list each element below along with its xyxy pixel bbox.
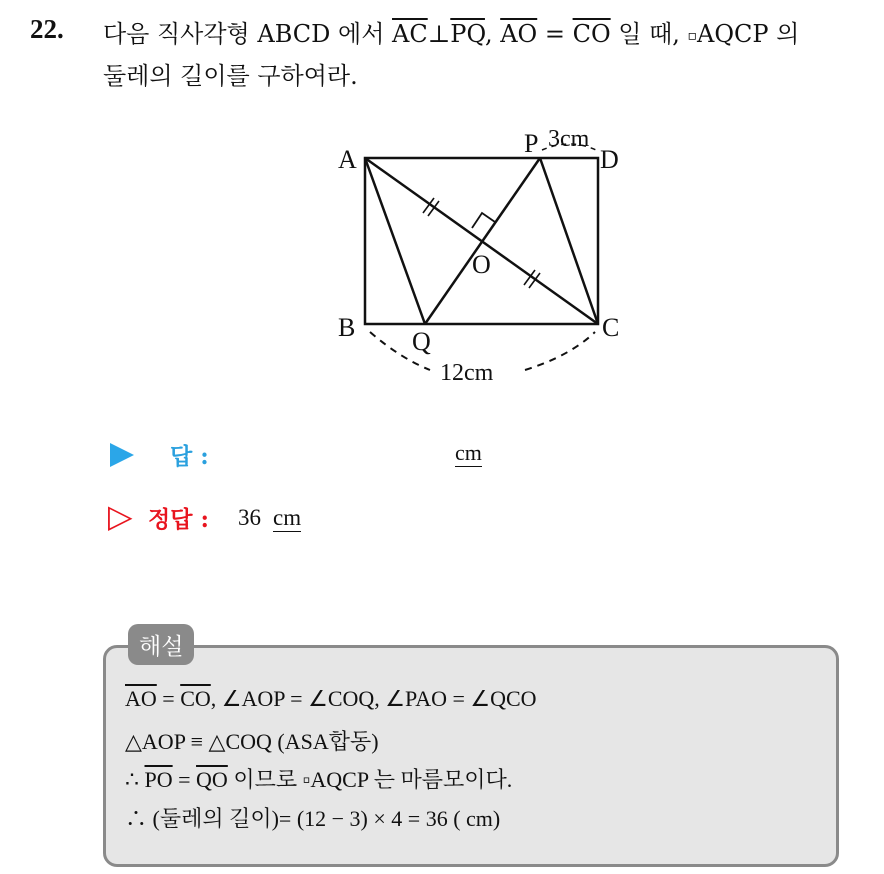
segment-co: $\overline{CO}$: [572, 20, 611, 48]
label-d: D: [600, 145, 619, 174]
answer-unit: cm: [455, 440, 482, 465]
question-number: 22.: [30, 14, 64, 44]
segment-pc: [540, 158, 598, 324]
question-text: [103, 14, 873, 96]
therefore-symbol: ∴: [125, 767, 145, 792]
solution-tag: 해설: [128, 624, 194, 665]
label-12cm: 12cm: [440, 360, 494, 386]
square-symbol: ▫: [687, 28, 698, 44]
label-o: O: [472, 250, 491, 279]
segment-ao: $\overline{AO}$: [125, 686, 157, 711]
label-3cm: 3cm: [548, 126, 590, 152]
solution-text: 이므로 ▫AQCP 는 마름모이다.: [227, 767, 513, 792]
correct-answer-label: 정답 :: [148, 506, 209, 533]
segment-ac: $\overline{AC}$: [392, 20, 428, 48]
answer-label: 답 :: [170, 443, 209, 470]
question-text-part: ,: [484, 20, 501, 48]
segment-co: $\overline{CO}$: [180, 686, 211, 711]
rectangle-figure: [330, 118, 640, 393]
correct-answer-unit: cm: [273, 505, 302, 530]
label-b: B: [338, 313, 356, 342]
correct-arrow-icon: ▷: [108, 497, 133, 535]
question-text-part: AQCP 의: [697, 20, 800, 48]
solution-text: , ∠AOP = ∠COQ, ∠PAO = ∠QCO: [210, 686, 537, 711]
solution-line-4: ∴ (둘레의 길이)= (12 − 3) × 4 = 36 ( cm): [125, 806, 501, 831]
segment-qo: $\overline{QO}$: [196, 767, 228, 792]
segment-po: $\overline{PO}$: [144, 767, 173, 792]
perpendicular-symbol: ⊥: [427, 20, 451, 48]
solution-line-2: △AOP ≡ △COQ (ASA합동): [125, 729, 379, 754]
segment-ao: $\overline{AO}$: [500, 20, 538, 48]
dimension-arc-12cm-right: [525, 332, 595, 370]
equals-sign: =: [172, 767, 197, 792]
solution-box: [103, 645, 839, 867]
question-text-line2: 둘레의 길이를 구하여라.: [103, 62, 358, 90]
equals-sign: =: [156, 686, 181, 711]
equals-sign: =: [537, 20, 573, 48]
segment-pq: $\overline{PQ}$: [450, 20, 485, 48]
solution-line-3: [125, 763, 512, 794]
label-p: P: [524, 129, 539, 158]
label-q: Q: [412, 327, 431, 356]
label-c: C: [602, 313, 620, 342]
correct-answer-value: 36: [238, 505, 261, 530]
label-a: A: [338, 145, 357, 174]
answer-arrow-icon: [110, 443, 134, 467]
question-text-part: 다음 직사각형 ABCD 에서: [103, 20, 393, 48]
question-text-part: 일 때,: [610, 20, 688, 48]
segment-aq: [365, 158, 425, 324]
segment-qp: [425, 158, 540, 324]
solution-line-1: [125, 686, 537, 712]
